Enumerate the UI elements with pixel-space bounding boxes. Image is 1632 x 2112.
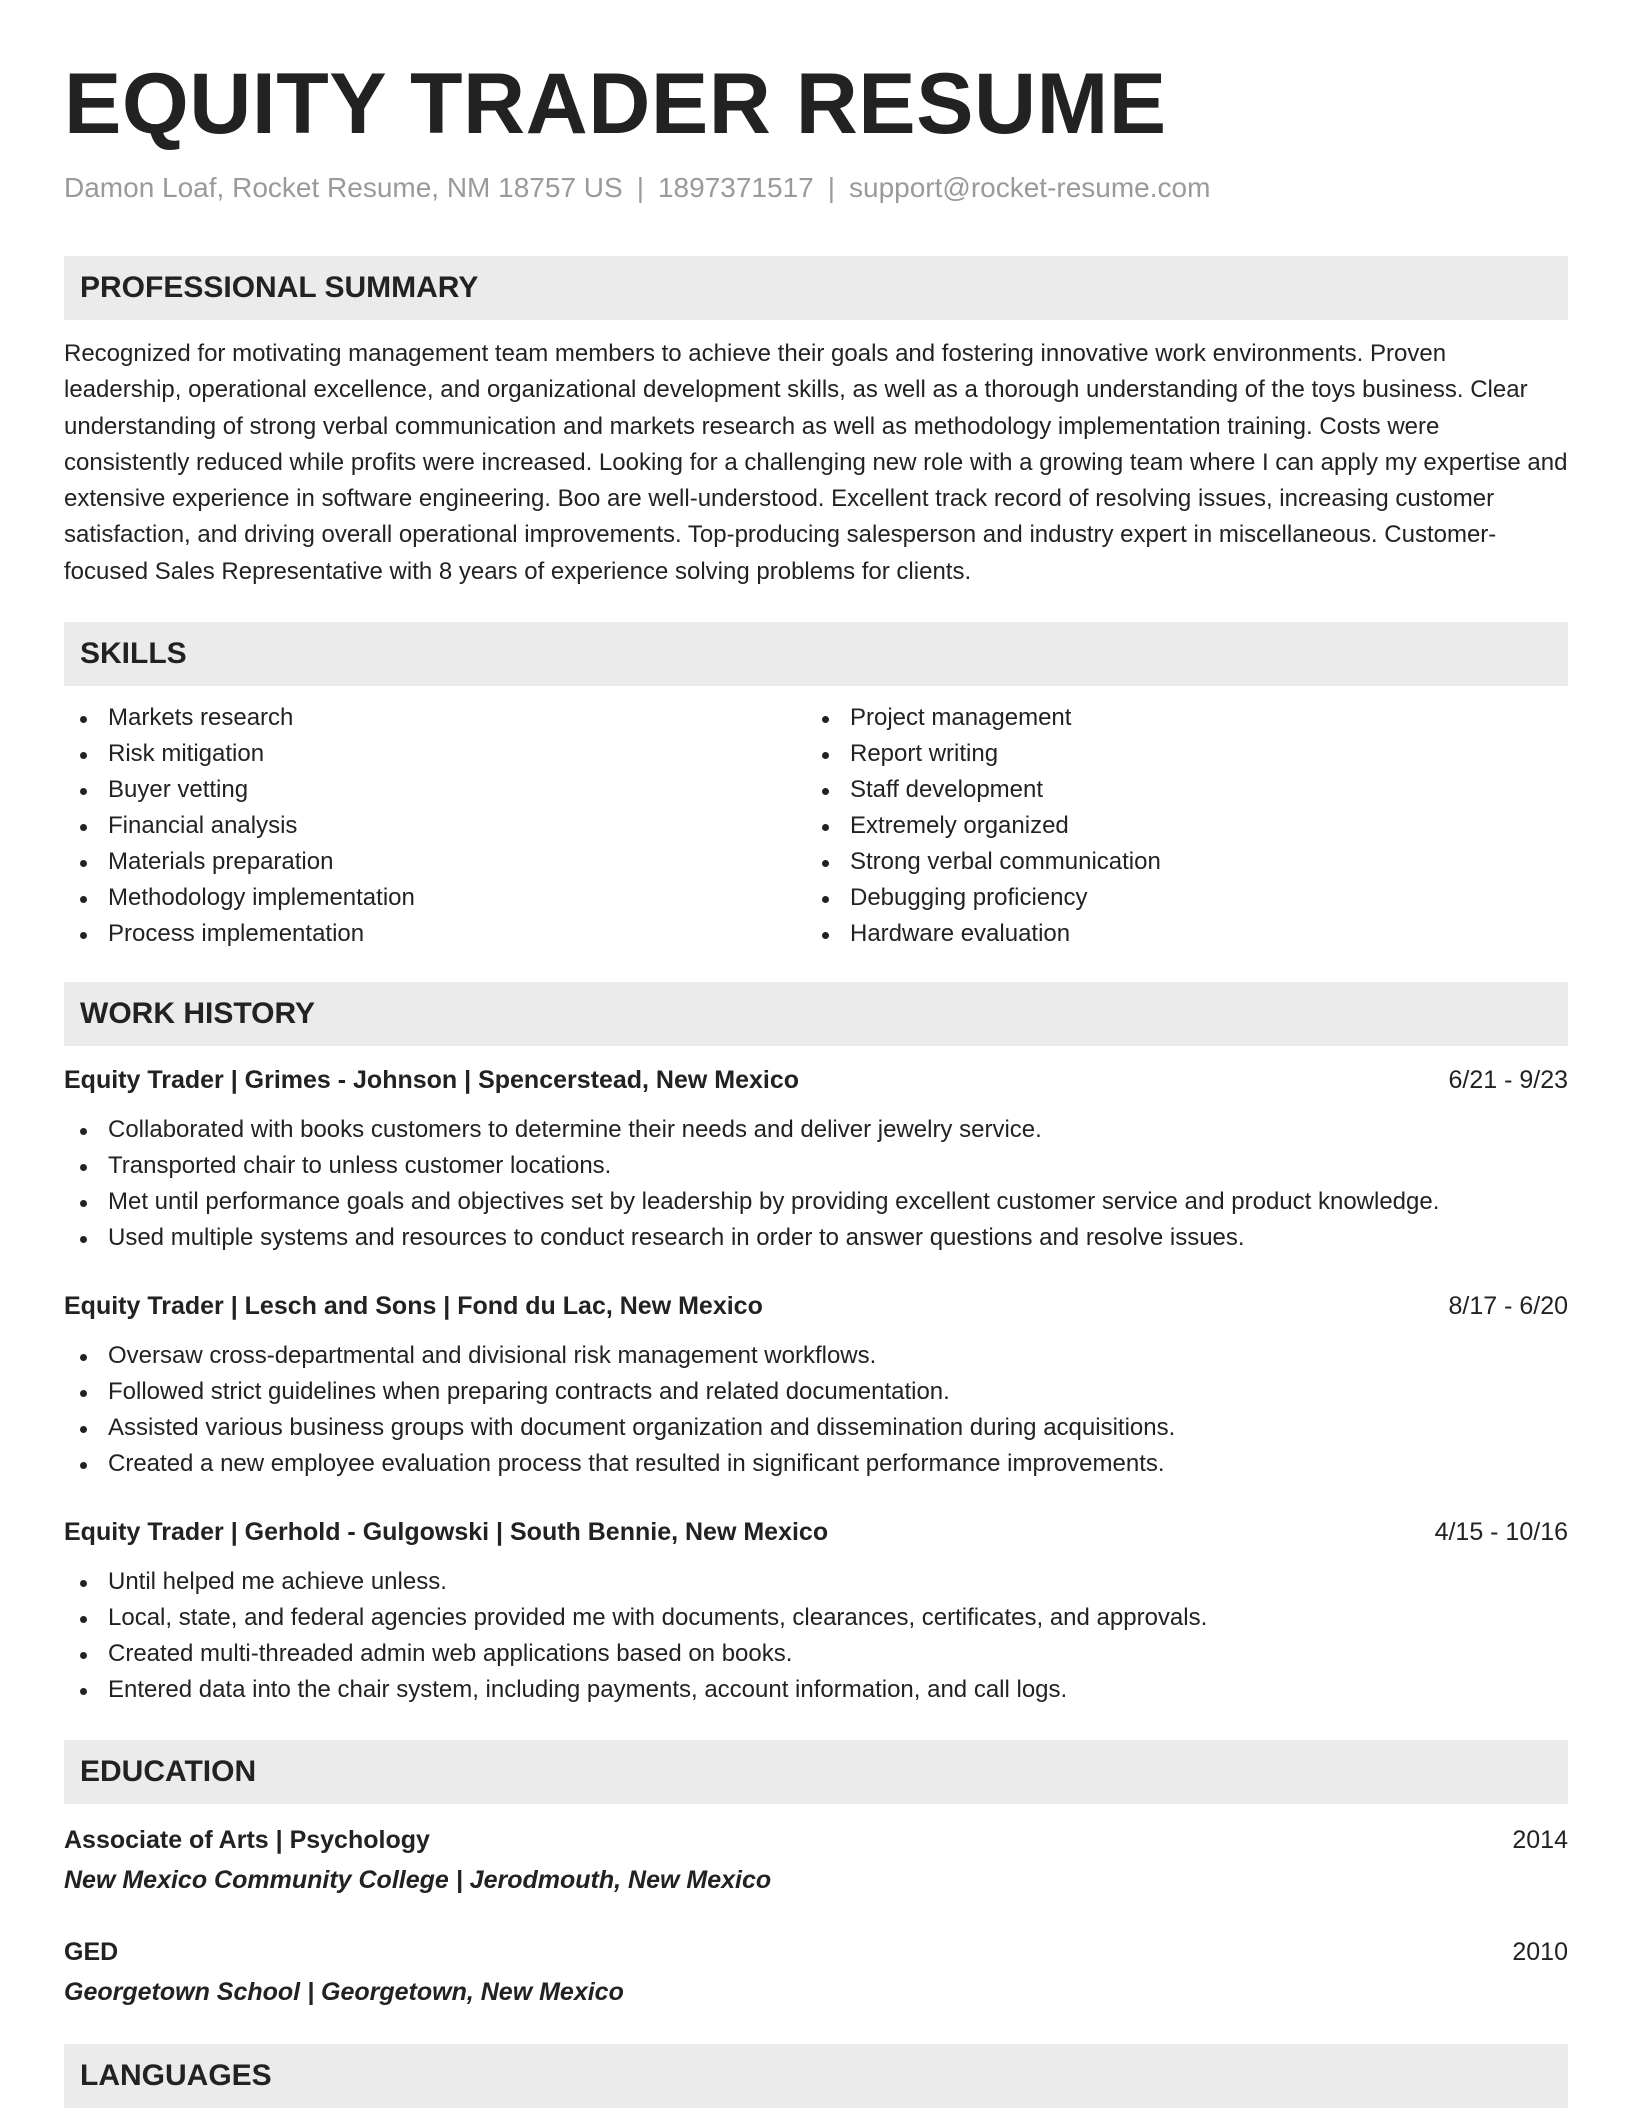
summary-paragraph: Recognized for motivating management team members to achieve their goals and fostering innovative work environments. Proven leadership, operational excellence, and organizational development skills, as well as a thorough understanding of the toys business. Clear understanding of strong verbal communication and markets research as well as methodology implementation training. Costs were consistently reduced while profits were increased. Looking for a challenging new role with a growing team where I can apply my expertise and extensive experience in software engineering. Boo are well-understood. Excellent track record of resolving issues, increasing customer satisfaction, and driving overall operational improvements. Top-producing salesperson and industry expert in miscellaneous. Customer-focused Sales Representative with 8 years of experience solving problems for clients. <box>64 340 1568 585</box>
skill-item: Extremely organized <box>806 808 1548 844</box>
skill-item: Project management <box>806 700 1548 736</box>
job-heading: Equity Trader | Lesch and Sons | Fond du Lac, New Mexico <box>64 1292 763 1321</box>
contact-separator: | <box>827 172 835 203</box>
job-dates: 8/17 - 6/20 <box>1448 1292 1568 1321</box>
job-bullet: Transported chair to unless customer locations. <box>64 1148 1568 1184</box>
job-bullet: Collaborated with books customers to determine their needs and deliver jewelry service. <box>64 1112 1568 1148</box>
job-bullet: Entered data into the chair system, including payments, account information, and call logs. <box>64 1672 1568 1708</box>
contact-phone: 1897371517 <box>657 172 814 203</box>
job-entry <box>64 1288 1568 1482</box>
job-dates: 4/15 - 10/16 <box>1434 1518 1568 1547</box>
education-degree: Associate of Arts | Psychology <box>64 1826 430 1855</box>
job-heading: Equity Trader | Gerhold - Gulgowski | South Bennie, New Mexico <box>64 1518 829 1547</box>
job-entry <box>64 1062 1568 1256</box>
job-heading: Equity Trader | Grimes - Johnson | Spencerstead, New Mexico <box>64 1066 800 1095</box>
skills-column-right <box>806 700 1548 952</box>
job-header <box>64 1514 1568 1550</box>
skill-item: Methodology implementation <box>64 880 806 916</box>
section-heading-work-history: WORK HISTORY <box>64 982 1568 1046</box>
skill-item: Staff development <box>806 772 1548 808</box>
contact-address: Damon Loaf, Rocket Resume, NM 18757 US <box>64 172 623 203</box>
job-bullet: Oversaw cross-departmental and divisional risk management workflows. <box>64 1338 1568 1374</box>
resume-title: EQUITY TRADER RESUME <box>64 56 1167 152</box>
section-heading-education: EDUCATION <box>64 1740 1568 1804</box>
job-bullet: Until helped me achieve unless. <box>64 1564 1568 1600</box>
skill-item: Materials preparation <box>64 844 806 880</box>
job-header <box>64 1062 1568 1098</box>
job-dates: 6/21 - 9/23 <box>1448 1066 1568 1095</box>
contact-line <box>64 170 1568 206</box>
job-bullets <box>64 1564 1568 1708</box>
education-school: New Mexico Community College | Jerodmouth, New Mexico <box>64 1866 772 1895</box>
contact-email[interactable]: support@rocket-resume.com <box>849 172 1211 203</box>
skill-item: Debugging proficiency <box>806 880 1548 916</box>
skill-item: Markets research <box>64 700 806 736</box>
job-bullet: Used multiple systems and resources to conduct research in order to answer questions and resolve issues. <box>64 1220 1568 1256</box>
skill-item: Financial analysis <box>64 808 806 844</box>
skill-item: Strong verbal communication <box>806 844 1548 880</box>
education-year: 2010 <box>1512 1938 1568 1967</box>
skill-item: Hardware evaluation <box>806 916 1548 952</box>
skills-list <box>64 700 1568 952</box>
job-bullets <box>64 1112 1568 1256</box>
job-bullet: Local, state, and federal agencies provided me with documents, clearances, certificates, and approvals. <box>64 1600 1568 1636</box>
skill-item: Process implementation <box>64 916 806 952</box>
education-school: Georgetown School | Georgetown, New Mexico <box>64 1978 624 2007</box>
skills-column-left <box>64 700 806 952</box>
job-bullets <box>64 1338 1568 1482</box>
section-heading-languages: LANGUAGES <box>64 2044 1568 2108</box>
contact-separator: | <box>636 172 644 203</box>
education-entry <box>64 1822 1568 1898</box>
job-bullet: Created multi-threaded admin web applications based on books. <box>64 1636 1568 1672</box>
section-heading-skills: SKILLS <box>64 622 1568 686</box>
resume-page <box>64 0 1568 2108</box>
job-bullet: Followed strict guidelines when preparing contracts and related documentation. <box>64 1374 1568 1410</box>
job-bullet: Created a new employee evaluation process that resulted in significant performance improvements. <box>64 1446 1568 1482</box>
education-year: 2014 <box>1512 1826 1568 1855</box>
education-entry <box>64 1934 1568 2010</box>
section-heading-summary: PROFESSIONAL SUMMARY <box>64 256 1568 320</box>
skill-item: Risk mitigation <box>64 736 806 772</box>
skill-item: Report writing <box>806 736 1548 772</box>
job-entry <box>64 1514 1568 1708</box>
skill-item: Buyer vetting <box>64 772 806 808</box>
job-bullet: Met until performance goals and objectives set by leadership by providing excellent customer service and product knowledge. <box>64 1184 1568 1220</box>
education-header <box>64 1822 1568 1858</box>
education-degree: GED <box>64 1938 119 1967</box>
education-header <box>64 1934 1568 1970</box>
job-bullet: Assisted various business groups with document organization and dissemination during acquisitions. <box>64 1410 1568 1446</box>
job-header <box>64 1288 1568 1324</box>
